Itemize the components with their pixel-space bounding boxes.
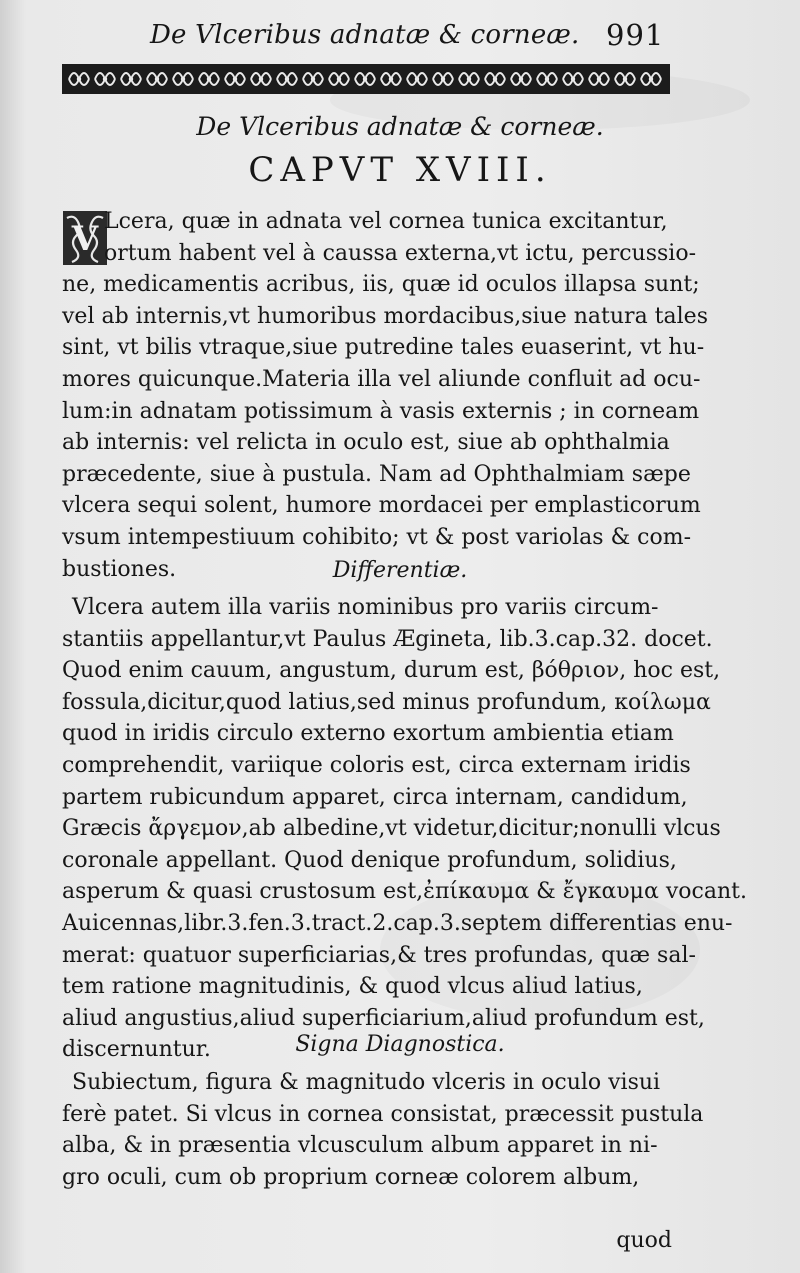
- text-line: lum:in adnatam potissimum à vasis externis ; in corneam: [62, 398, 700, 424]
- text-line: Lcera, quæ in adnata vel cornea tunica excitantur,: [104, 209, 668, 234]
- text-line: mores quicunque.Materia illa vel aliunde confluit ad ocu-: [62, 366, 701, 392]
- text-line: bustiones.: [62, 556, 177, 582]
- text-line: Auicennas,libr.3.fen.3.tract.2.cap.3.septem differentias enu-: [62, 910, 733, 936]
- text-line: stantiis appellantur,vt Paulus Ægineta, lib.3.cap.32. docet.: [62, 626, 713, 652]
- text-line: coronale appellant. Quod denique profundum, solidius,: [62, 847, 677, 873]
- subheading-differentiae: Differentiæ.: [332, 558, 468, 583]
- catchword: quod: [616, 1228, 672, 1253]
- text-line: Subiectum, figura & magnitudo vlceris in oculo visui: [72, 1070, 661, 1095]
- text-line: comprehendit, variique coloris est, circa externam iridis: [62, 752, 691, 778]
- running-head: [0, 14, 800, 54]
- text-line: quod in iridis circulo externo exortum ambientia etiam: [62, 721, 674, 747]
- text-line: vlcera sequi solent, humore mordacei per emplasticorum: [62, 493, 701, 519]
- text-line: discernuntur.: [62, 1037, 211, 1063]
- drop-cap-letter: V: [71, 219, 99, 259]
- text-line: ab internis: vel relicta in oculo est, siue ab ophthalmia: [62, 430, 670, 456]
- page-number: 991: [606, 18, 665, 52]
- text-line: præcedente, siue à pustula. Nam ad Ophthalmiam sæpe: [62, 461, 691, 487]
- text-line: partem rubicundum apparet, circa internam, candidum,: [62, 784, 688, 810]
- paragraph-3: [62, 1067, 704, 1193]
- text-line: ferè patet. Si vlcus in cornea consistat, præcessit pustula: [62, 1101, 704, 1127]
- text-line: fossula,dicitur,quod latius,sed minus profundum, κοίλωμα: [62, 689, 711, 715]
- text-line: vel ab internis,vt humoribus mordacibus,siue natura tales: [62, 303, 708, 329]
- text-line: vsum intempestiuum cohibito; vt & post variolas & com-: [62, 524, 692, 550]
- decorative-border-band: [62, 64, 670, 94]
- text-line: Quod enim cauum, angustum, durum est, βόθριον, hoc est,: [62, 658, 721, 684]
- section-subtitle: De Vlceribus adnatæ & corneæ.: [196, 112, 604, 141]
- text-line: aliud angustius,aliud superficiarium,aliud profundum est,: [62, 1005, 705, 1031]
- text-line: tem ratione magnitudinis, & quod vlcus aliud latius,: [62, 974, 643, 1000]
- text-line: merat: quatuor superficiarias,& tres profundas, quæ sal-: [62, 942, 696, 968]
- paragraph-1: [62, 206, 708, 585]
- text-line: asperum & quasi crustosum est,ἐπίκαυμα & ἔγκαυμα vocant.: [62, 879, 747, 905]
- text-line: alba, & in præsentia vlcusculum album apparet in ni-: [62, 1133, 658, 1159]
- text-line: gro oculi, cum ob proprium corneæ colorem album,: [62, 1164, 640, 1190]
- text-line: ne, medicamentis acribus, iis, quæ id oculos illapsa sunt;: [62, 272, 700, 298]
- chapter-heading: CAPVT XVIII.: [248, 150, 552, 190]
- text-line: Vlcera autem illa variis nominibus pro variis circum-: [72, 595, 659, 620]
- text-line: ortum habent vel à caussa externa,vt ictu, percussio-: [104, 240, 697, 266]
- text-line: sint, vt bilis vtraque,siue putredine tales euaserint, vt hu-: [62, 335, 705, 361]
- text-line: Græcis ἄργεμον,ab albedine,vt videtur,dicitur;nonulli vlcus: [62, 816, 721, 842]
- paragraph-2: [62, 592, 747, 1066]
- subheading-signa-diagnostica: Signa Diagnostica.: [295, 1032, 505, 1057]
- running-title: De Vlceribus adnatæ & corneæ.: [150, 20, 580, 50]
